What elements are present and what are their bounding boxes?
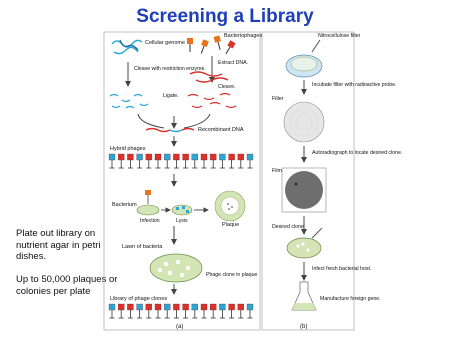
plaque-icon [215, 191, 245, 221]
incubate-label: Incubate filter with radioactive probe. [312, 82, 397, 88]
nitrocellulose-label: Nitrocellulose filter [318, 33, 361, 39]
phage-icon [210, 154, 216, 168]
phage-icon [118, 154, 124, 168]
phage-icon [109, 154, 115, 168]
phage-dna-icon [190, 72, 228, 82]
phage-icon [183, 154, 189, 168]
phage-icon [192, 154, 198, 168]
nitrocellulose-plate-icon [286, 40, 322, 77]
lawn-plate-icon [150, 254, 202, 282]
phage-icon [173, 154, 179, 168]
film-label: Film [272, 168, 282, 174]
phage-icon [155, 304, 161, 318]
phage-icon [127, 304, 133, 318]
lawn-label: Lawn of bacteria [122, 244, 163, 250]
panel-a-frame [104, 32, 263, 330]
autoradiograph-label: Autoradiograph to locate desired clone. [312, 150, 403, 156]
phage-fragments-icon [188, 94, 236, 108]
desired-clone-label: Desired clone [272, 224, 304, 230]
phage-icon [118, 304, 124, 318]
library-label: Library of phage clones [110, 296, 168, 302]
plaque-label: Plaque [222, 222, 240, 228]
phage-library-row [109, 304, 253, 318]
phage-icon [219, 154, 225, 168]
ligate-label: Ligate. [163, 93, 179, 99]
capacity-note: Up to 50,000 plaques or colonies per plate [16, 274, 118, 297]
cleave-restriction-label: Cleave with restriction enzyme. [134, 66, 206, 72]
genome-fragments-icon [110, 95, 148, 109]
phage-icon [247, 154, 253, 168]
recombinant-dna-label: Recombinant DNA [198, 127, 244, 133]
hybrid-phages-row [109, 154, 253, 168]
recombinant-dna-icon [146, 129, 194, 132]
phage-icon [109, 304, 115, 318]
bacterium-label: Bacterium [112, 202, 137, 208]
phage-icon [229, 154, 235, 168]
phage-icon [238, 154, 244, 168]
phage-icon [219, 304, 225, 318]
phage-icon [137, 154, 143, 168]
infect-fresh-label: Infect fresh bacterial host. [312, 266, 372, 272]
film-icon [282, 168, 326, 212]
phage-icon [210, 304, 216, 318]
phage-clone-label: Phage clone in plaque [206, 272, 258, 278]
hybrid-phages-label: Hybrid phages [110, 146, 146, 152]
phage-icon [201, 304, 207, 318]
infection-label: Infection [140, 218, 160, 224]
phage-icon [238, 304, 244, 318]
phage-icon [164, 154, 170, 168]
phage-icon [137, 304, 143, 318]
phage-icon [201, 154, 207, 168]
phage-icon [192, 304, 198, 318]
plate-out-note: Plate out library on nutrient agar in petri dishes. [16, 228, 101, 262]
phage-icon [127, 154, 133, 168]
phage-icon [164, 304, 170, 318]
phage-icon [155, 154, 161, 168]
filter-label: Filter [272, 96, 284, 102]
page-title: Screening a Library [136, 6, 314, 27]
panel-b-label: (b) [300, 324, 308, 330]
lysis-label: Lysis [176, 218, 188, 224]
cellular-genome-icon [112, 40, 142, 54]
manufacture-label: Manufacture foreign gene. [320, 296, 381, 302]
phage-icon [146, 304, 152, 318]
panel-a-label: (a) [176, 324, 184, 330]
cleave-label: Cleave. [218, 84, 236, 90]
cellular-genome-label: Cellular genome [145, 40, 186, 46]
infecting-phage-icon [145, 190, 151, 195]
phage-icon [146, 154, 152, 168]
bacterium-icon [137, 205, 159, 215]
phage-icon [173, 304, 179, 318]
phage-icon [183, 304, 189, 318]
phage-icon [247, 304, 253, 318]
filter-icon [284, 102, 324, 142]
extract-dna-label: Extract DNA. [218, 60, 248, 66]
phage-icon [229, 304, 235, 318]
bacteriophages-label: Bacteriophages [224, 33, 263, 39]
flask-icon [292, 282, 316, 310]
